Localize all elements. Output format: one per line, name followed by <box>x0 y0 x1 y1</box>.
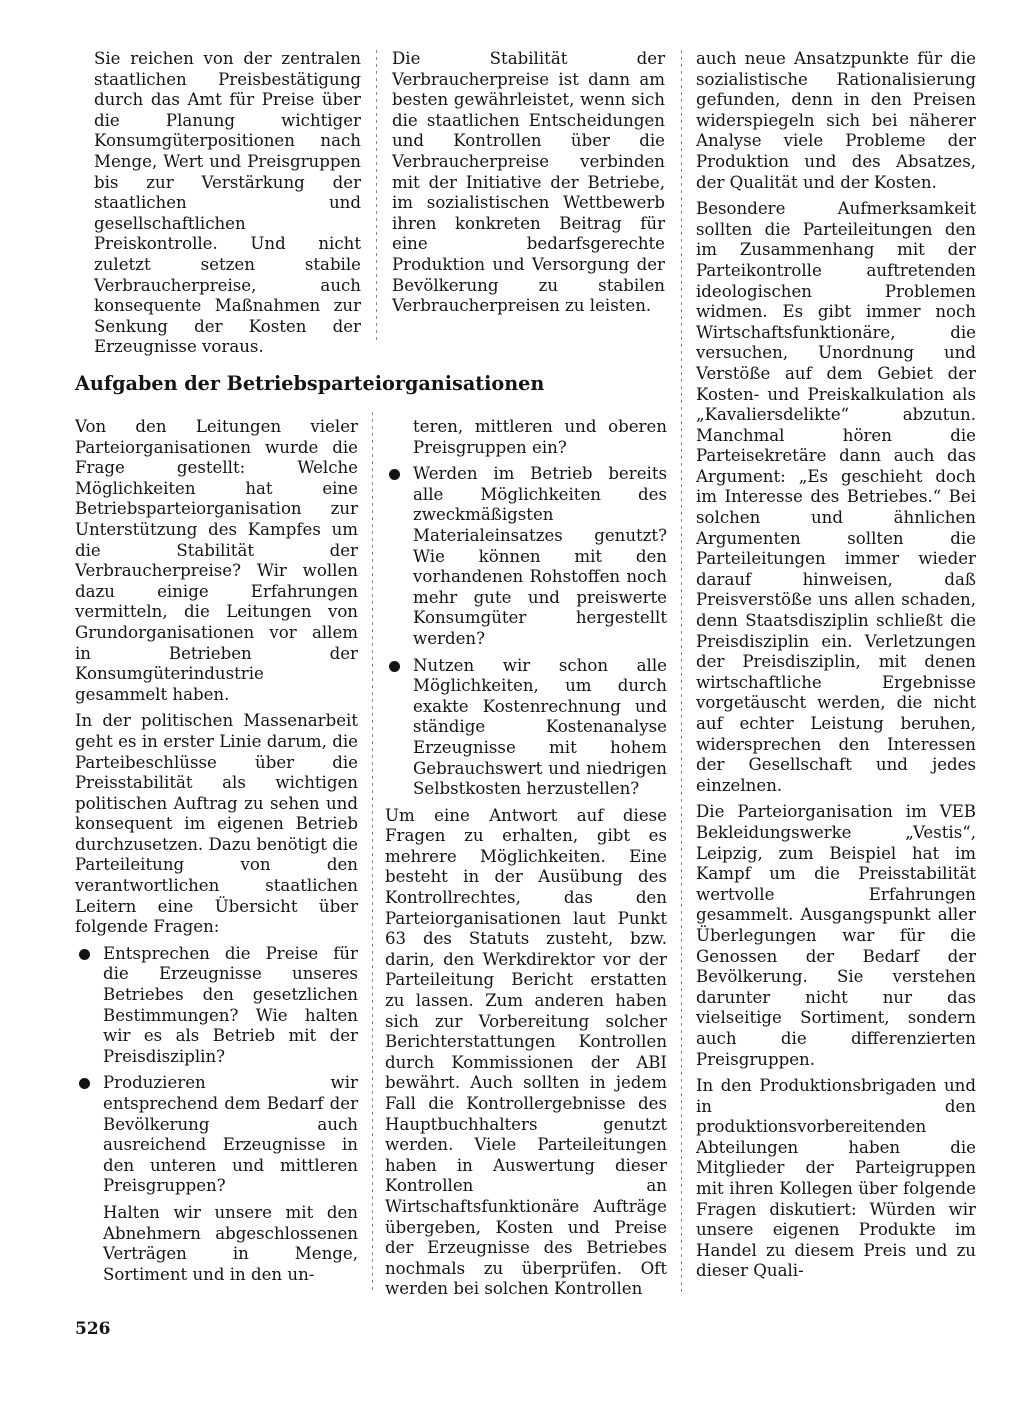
column-divider <box>376 50 377 340</box>
paragraph: Sie reichen von der zentralen staatlichen Preisbestätigung durch das Amt für Preise über die Planung wichtiger Konsumgüterpositionen nach Menge, Wert und Preisgruppen bis zur Verstärkung der staatlichen und gesellschaftlichen Preiskontrolle. Und nicht zuletzt setzen stabile Verbraucherpreise, auch konsequente Maßnahmen zur Senkung der Kosten der Erzeugnisse voraus. <box>94 49 361 357</box>
page-number: 526 <box>75 1319 111 1339</box>
list-item <box>385 656 667 800</box>
list-item-text: Werden im Betrieb bereits alle Möglichkeiten des zweckmäßigsten Materialeinsatzes genutzt? Wie können mit den vorhandenen Rohstoffen noch mehr gute und preiswerte Konsumgüter hergestellt werden? <box>413 464 667 648</box>
paragraph: Besondere Aufmerksamkeit sollten die Parteileitungen den im Zusammenhang mit der Parteikontrolle auftretenden ideologischen Problemen widmen. Es gibt immer noch Wirtschaftsfunktionäre, die versuchen, Unordnung und Verstöße auf dem Gebiet der Kosten- und Preiskalkulation als „Kavaliersdelikte“ abzutun. Manchmal hören die Parteisekretäre dann auch das Argument: „Es geschieht doch im Interesse des Betriebes.“ Bei solchen und ähnlichen Argumenten sollten die Parteileitungen immer wieder darauf hinweisen, daß Preisverstöße uns allen schaden, denn Staatsdisziplin schließt die Preisdisziplin ein. Verletzungen der Preisdisziplin, mit denen wirtschaftliche Ergebnisse vorgetäuscht werden, die nicht auf echter Leistung beruhen, widersprechen den Interessen der Gesellschaft und jedes einzelnen. <box>696 199 976 795</box>
list-item-text: Nutzen wir schon alle Möglichkeiten, um durch exakte Kostenrechnung und ständige Kostenanalyse Erzeugnisse mit hohem Gebrauchswert und niedrigen Selbstkosten herzustellen? <box>413 655 667 799</box>
paragraph: teren, mittleren und oberen Preisgruppen ein? <box>413 417 667 457</box>
bullet-icon <box>79 949 90 960</box>
paragraph: Halten wir unsere mit den Abnehmern abgeschlossenen Verträgen in Menge, Sortiment und in den un- <box>103 1202 358 1284</box>
top-column-2 <box>392 49 665 317</box>
paragraph: auch neue Ansatzpunkte für die sozialistische Rationalisierung gefunden, denn in den Preisen widerspiegeln sich bei näherer Analyse viele Probleme der Produktion und des Absatzes, der Qualität und der Kosten. <box>696 49 976 192</box>
section-heading: Aufgaben der Betriebsparteiorganisationen <box>75 372 545 395</box>
column-3 <box>696 49 976 1282</box>
column-divider <box>372 412 373 1292</box>
bullet-icon <box>389 469 400 480</box>
list-item <box>75 944 358 1068</box>
top-column-1 <box>94 49 361 358</box>
paragraph: In den Produktionsbrigaden und in den produktionsvorbereitenden Abteilungen haben die Mitglieder der Parteigruppen mit ihren Kollegen über folgende Fragen diskutiert: Würden wir unsere eigenen Produkte im Handel zu diesem Preis und zu dieser Quali- <box>696 1076 976 1281</box>
column-divider <box>681 50 682 1292</box>
paragraph: In der politischen Massenarbeit geht es in erster Linie darum, die Parteibeschlüsse über die Preisstabilität als wichtigen politischen Auftrag zu sehen und konsequent im eigenen Betrieb durchzusetzen. Dazu benötigt die Parteileitung von den verantwortlichen staatlichen Leitern eine Übersicht über folgende Fragen: <box>75 711 358 937</box>
paragraph: Die Parteiorganisation im VEB Bekleidungswerke „Vestis“, Leipzig, zum Beispiel hat im Kampf um die Preisstabilität wertvolle Erfahrungen gesammelt. Ausgangspunkt aller Überlegungen war für die Genossen der Bedarf der Bevölkerung. Sie verstehen darunter nicht nur das vielseitige Sortiment, sondern auch die differenzierten Preisgruppen. <box>696 802 976 1069</box>
paragraph: Von den Leitungen vieler Parteiorganisationen wurde die Frage gestellt: Welche Möglichkeiten hat eine Betriebsparteiorganisation zur Unterstützung des Kampfes um die Stabilität der Verbraucherpreise? Wir wollen dazu einige Erfahrungen vermitteln, die Leitungen von Grundorganisationen vor allem in Betrieben der Konsumgüterindustrie gesammelt haben. <box>75 417 358 704</box>
paragraph: Um eine Antwort auf diese Fragen zu erhalten, gibt es mehrere Möglichkeiten. Eine besteht in der Ausübung des Kontrollrechtes, das den Parteiorganisationen laut Punkt 63 des Statuts zusteht, bzw. darin, den Werkdirektor vor der Parteileitung Bericht erstatten zu lassen. Zum anderen haben sich zur Vorbereitung solcher Berichterstattungen Kontrollen durch Kommissionen der ABI bewährt. Auch sollten in jedem Fall die Kontrollergebnisse des Hauptbuchhalters genutzt werden. Viele Parteileitungen haben in Auswertung dieser Kontrollen an Wirtschaftsfunktionäre Aufträge übergeben, Kosten und Preise der Erzeugnisse des Betriebes nochmals zu überprüfen. Oft werden bei solchen Kontrollen <box>385 805 667 1299</box>
question-list <box>385 464 667 800</box>
question-list <box>75 944 358 1197</box>
bullet-icon <box>389 661 400 672</box>
list-item <box>385 464 667 649</box>
list-item <box>75 1073 358 1197</box>
column-2 <box>385 417 667 1300</box>
bullet-icon <box>79 1078 90 1089</box>
list-item-text: Entsprechen die Preise für die Erzeugnisse unseres Betriebes den gesetzlichen Bestimmungen? Wie halten wir es als Betrieb mit der Preisdisziplin? <box>103 943 358 1066</box>
paragraph: Die Stabilität der Verbraucherpreise ist dann am besten gewährleistet, wenn sich die staatlichen Entscheidungen und Kontrollen über die Verbraucherpreise verbinden mit der Initiative der Betriebe, im sozialistischen Wettbewerb ihren konkreten Beitrag für eine bedarfsgerechte Produktion und Versorgung der Bevölkerung zu stabilen Verbraucherpreisen zu leisten. <box>392 49 665 316</box>
column-1 <box>75 417 358 1285</box>
list-item-text: Produzieren wir entsprechend dem Bedarf der Bevölkerung auch ausreichend Erzeugnisse in den unteren und mittleren Preisgruppen? <box>103 1073 358 1196</box>
